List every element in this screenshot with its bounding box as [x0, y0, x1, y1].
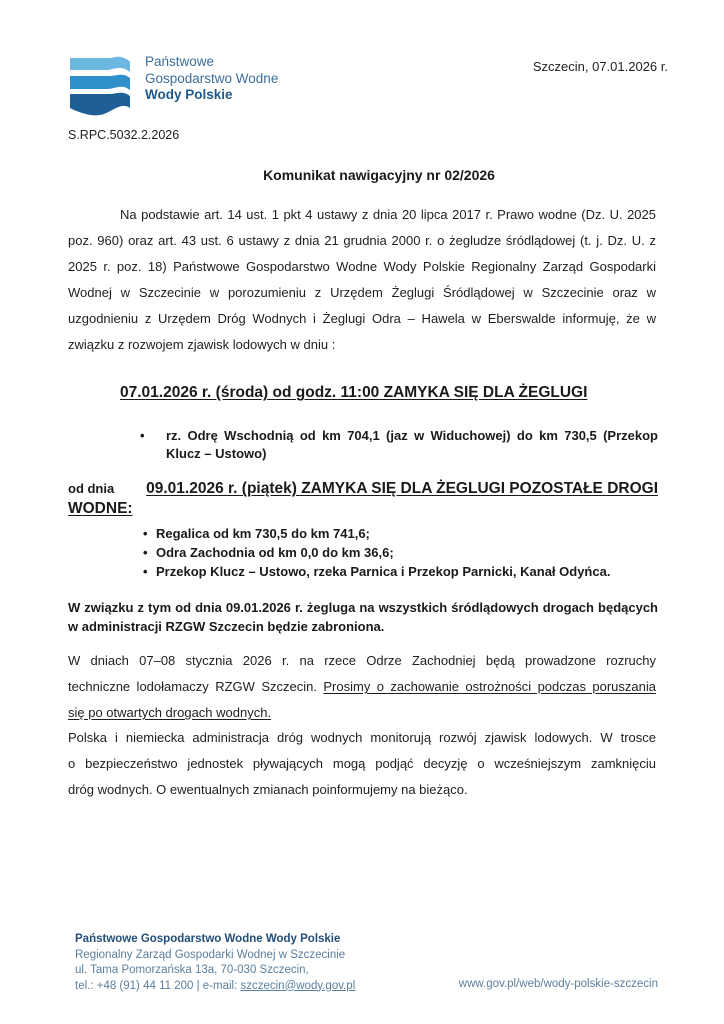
document-title: Komunikat nawigacyjny nr 02/2026: [263, 167, 495, 183]
intro-line: 2025 r. poz. 18) Państwowe Gospodarstwo Wodne Wody Polskie Regionalny Zarząd Gospodarki: [68, 259, 656, 274]
closure-1-item-line-2: Klucz – Ustowo): [166, 446, 267, 461]
closure-2-list: [143, 524, 610, 581]
bullet-icon: •: [143, 545, 148, 560]
navigation-ban-line-1: W związku z tym od dnia 09.01.2026 r. żegluga na wszystkich śródlądowych drogach będących: [68, 600, 658, 615]
intro-line: Na podstawie art. 14 ust. 1 pkt 4 ustawy z dnia 20 lipca 2017 r. Prawo wodne (Dz. U. 2025: [120, 207, 656, 222]
footer-contact: [75, 932, 355, 994]
footer-phone: tel.: +48 (91) 44 11 200 | e-mail:: [75, 979, 241, 992]
footer-address: ul. Tama Pomorzańska 13a, 70-030 Szczecin,: [75, 964, 309, 976]
intro-line: związku z rozwojem zjawisk lodowych w dniu :: [68, 337, 336, 352]
icebreaker-line-1: W dniach 07–08 stycznia 2026 r. na rzece Odrze Zachodniej będą prowadzone rozruchy: [68, 653, 656, 668]
footer-contact-line: [75, 979, 355, 995]
wody-polskie-logo-icon: [68, 54, 132, 116]
bullet-icon: •: [143, 526, 148, 541]
closure-1-item-line-1: rz. Odrę Wschodnią od km 704,1 (jaz w Widuchowej) do km 730,5 (Przekop: [166, 428, 658, 443]
navigation-ban-notice: [68, 598, 658, 636]
closure-2-heading: [68, 480, 658, 518]
intro-line: poz. 960) oraz art. 43 ust. 6 ustawy z dnia 21 grudnia 2000 r. o żegludze śródlądowej (t. j. Dz. U. z: [68, 233, 656, 248]
navigation-ban-line-2: w administracji RZGW Szczecin będzie zabroniona.: [68, 619, 385, 634]
intro-line: uzgodnieniu z Urzędem Dróg Wodnych i Żeglugi Odra – Hawela w Eberswalde informuję, że w: [68, 311, 656, 326]
caution-notice: Prosimy o zachowanie ostrożności podczas poruszania: [323, 679, 656, 694]
closure-1-list-item: [140, 427, 658, 463]
monitoring-line: dróg wodnych. O ewentualnych zmianach poinformujemy na bieżąco.: [68, 782, 468, 797]
intro-paragraph: [68, 202, 656, 358]
logo-wordmark: [145, 54, 278, 104]
monitoring-line: o bezpieczeństwo jednostek pływających mogą podjąć decyzję o wcześniejszym zamknięciu: [68, 756, 656, 771]
footer-email-link[interactable]: szczecin@wody.gov.pl: [240, 979, 356, 992]
footer-website-link[interactable]: www.gov.pl/web/wody-polskie-szczecin: [458, 978, 658, 990]
closure-2-heading-line-1: 09.01.2026 r. (piątek) ZAMYKA SIĘ DLA ŻEGLUGI POZOSTAŁE DROGI: [146, 480, 658, 497]
document-date: Szczecin, 07.01.2026 r.: [532, 59, 668, 74]
closure-2-prefix: od dnia: [68, 481, 115, 496]
logo-line-1: Państwowe: [145, 54, 215, 69]
footer-regional-office: Regionalny Zarząd Gospodarki Wodnej w Szczecinie: [75, 948, 346, 961]
icebreaker-line-2: techniczne lodołamaczy RZGW Szczecin. Prosimy o zachowanie ostrożności podczas poruszania: [68, 679, 656, 694]
closure-2-heading-line-2: WODNE:: [68, 500, 133, 517]
bullet-icon: •: [140, 428, 145, 443]
closure-2-list-item: • Regalica od km 730,5 do km 741,6;: [143, 526, 370, 541]
intro-line: Wodnej w Szczecinie w porozumieniu z Urzędem Żeglugi Śródlądowej w Szczecinie oraz w: [68, 285, 656, 300]
monitoring-line: Polska i niemiecka administracja dróg wodnych monitorują rozwój zjawisk lodowych. W trosce: [68, 730, 656, 745]
logo-line-3: Wody Polskie: [145, 87, 233, 102]
footer-org-name: Państwowe Gospodarstwo Wodne Wody Polskie: [75, 933, 341, 945]
caution-notice-cont: się po otwartych drogach wodnych.: [68, 705, 272, 720]
closure-2-list-item: • Przekop Klucz – Ustowo, rzeka Parnica i Przekop Parnicki, Kanał Odyńca.: [143, 564, 611, 579]
reference-number: S.RPC.5032.2.2026: [68, 128, 180, 142]
closure-1-heading: 07.01.2026 r. (środa) od godz. 11:00 ZAMYKA SIĘ DLA ŻEGLUGI: [120, 384, 588, 401]
monitoring-paragraph: [68, 725, 656, 803]
closure-2-list-item: • Odra Zachodnia od km 0,0 do km 36,6;: [143, 545, 394, 560]
logo-line-2: Gospodarstwo Wodne: [145, 70, 279, 86]
icebreaker-line-3: [68, 700, 656, 726]
bullet-icon: •: [143, 564, 148, 579]
icebreaker-paragraph: [68, 648, 656, 726]
